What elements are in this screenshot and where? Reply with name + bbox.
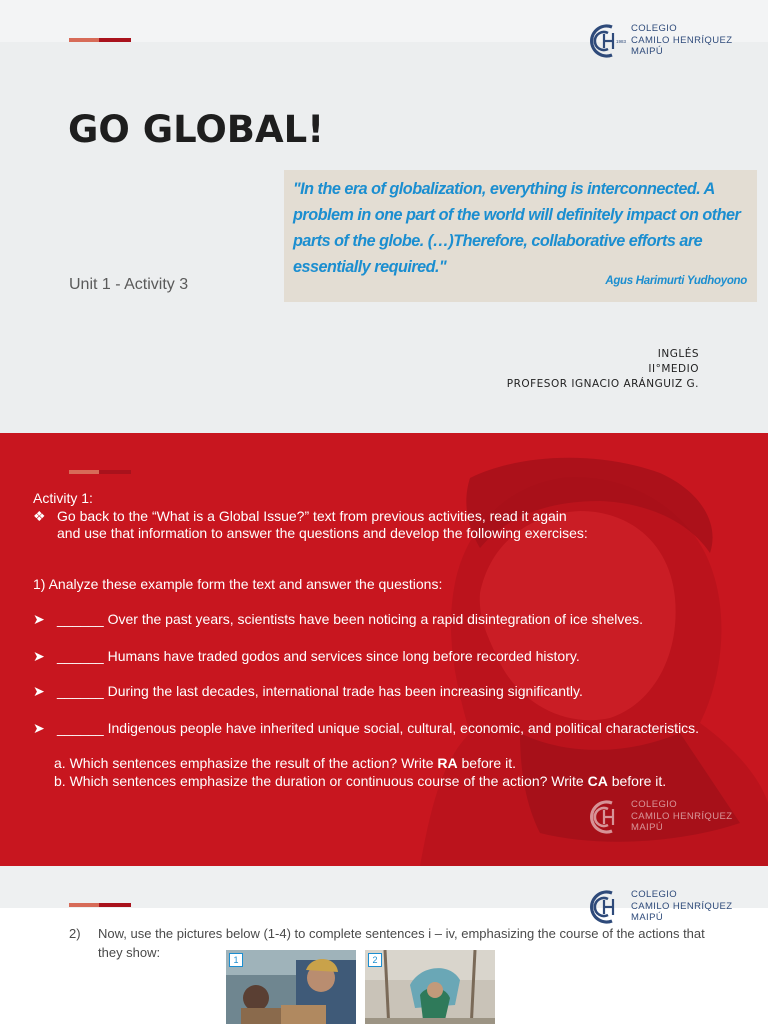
arrow-bullet-icon: ➤ <box>33 720 45 736</box>
school-logo <box>586 888 746 928</box>
sentence-text: ______ Humans have traded godos and services since long before recorded history. <box>57 648 580 664</box>
photo-2 <box>365 950 495 1024</box>
activity-heading: Activity 1: <box>33 490 93 506</box>
code-ra: RA <box>437 755 458 771</box>
accent-bar <box>69 903 131 907</box>
course-subject: INGLÉS <box>657 348 699 360</box>
arrow-bullet-icon: ➤ <box>33 611 45 627</box>
accent-bar <box>69 38 131 42</box>
sentence-item <box>33 611 643 628</box>
activity-instructions <box>33 508 643 542</box>
photo-1-image <box>226 950 356 1024</box>
instruction-line1: Go back to the “What is a Global Issue?” text from previous activities, read it again <box>57 508 567 524</box>
accent-bar <box>69 470 131 474</box>
school-name-line2: CAMILO HENRÍQUEZ <box>631 34 733 46</box>
course-info <box>507 347 699 392</box>
school-logo-watermark <box>586 798 746 838</box>
sentence-item <box>33 648 580 665</box>
code-ca: CA <box>587 773 608 789</box>
photo-2-number: 2 <box>368 953 382 967</box>
quote-author: Agus Harimurti Yudhoyono <box>605 275 747 287</box>
course-level: II°MEDIO <box>648 363 699 375</box>
school-emblem-icon <box>586 798 628 836</box>
school-name: COLEGIO CAMILO HENRÍQUEZ MAIPÚ <box>631 799 733 833</box>
school-name <box>631 23 732 58</box>
question-2-text: Now, use the pictures below (1-4) to complete sentences i – iv, emphasizing the course of the actions that they show: <box>98 926 705 960</box>
school-name-line1: COLEGIO <box>631 23 678 34</box>
school-name: COLEGIO CAMILO HENRÍQUEZ MAIPÚ <box>631 889 733 923</box>
slide-activity-2 <box>0 866 768 1024</box>
quote-text: "In the era of globalization, everything is interconnected. A problem in one part of the world will definitely impact on other parts of the globe. (…)Therefore, collaborative efforts are essentially required." <box>293 180 741 276</box>
school-name-line3: MAIPÚ <box>631 46 664 57</box>
school-logo <box>586 22 746 62</box>
sentence-text: ______ During the last decades, international trade has been increasing significantly. <box>57 683 583 699</box>
school-emblem-icon <box>586 888 628 926</box>
course-teacher: PROFESOR IGNACIO ARÁNGUIZ G. <box>506 378 699 390</box>
slide-activity-1 <box>0 433 768 866</box>
photo-1 <box>226 950 356 1024</box>
sub-question-b: b. Which sentences emphasize the duration or continuous course of the action? Write CA before it. <box>54 773 667 789</box>
sentence-item <box>33 683 583 700</box>
page-title: GO GLOBAL! <box>68 108 325 151</box>
svg-text:1983: 1983 <box>616 39 627 44</box>
instruction-line2: and use that information to answer the questions and develop the following exercises: <box>57 525 588 541</box>
photo-1-number: 1 <box>229 953 243 967</box>
sentence-text: ______ Indigenous people have inherited unique social, cultural, economic, and political characteristics. <box>57 720 700 736</box>
question-1: 1) Analyze these example form the text and answer the questions: <box>33 576 443 592</box>
sentence-text: ______ Over the past years, scientists have been noticing a rapid disintegration of ice shelves. <box>57 611 644 627</box>
question-2-number: 2) <box>69 926 81 941</box>
arrow-bullet-icon: ➤ <box>33 683 45 699</box>
unit-subtitle: Unit 1 - Activity 3 <box>69 276 189 293</box>
photo-2-image <box>365 950 495 1024</box>
sentence-item <box>33 720 699 737</box>
quote-card <box>284 170 757 302</box>
school-emblem-icon <box>586 22 628 60</box>
slide-title <box>0 0 768 433</box>
diamond-bullet-icon: ❖ <box>33 508 46 524</box>
arrow-bullet-icon: ➤ <box>33 648 45 664</box>
sub-question-a: a. Which sentences emphasize the result of the action? Write RA before it. <box>54 755 516 771</box>
